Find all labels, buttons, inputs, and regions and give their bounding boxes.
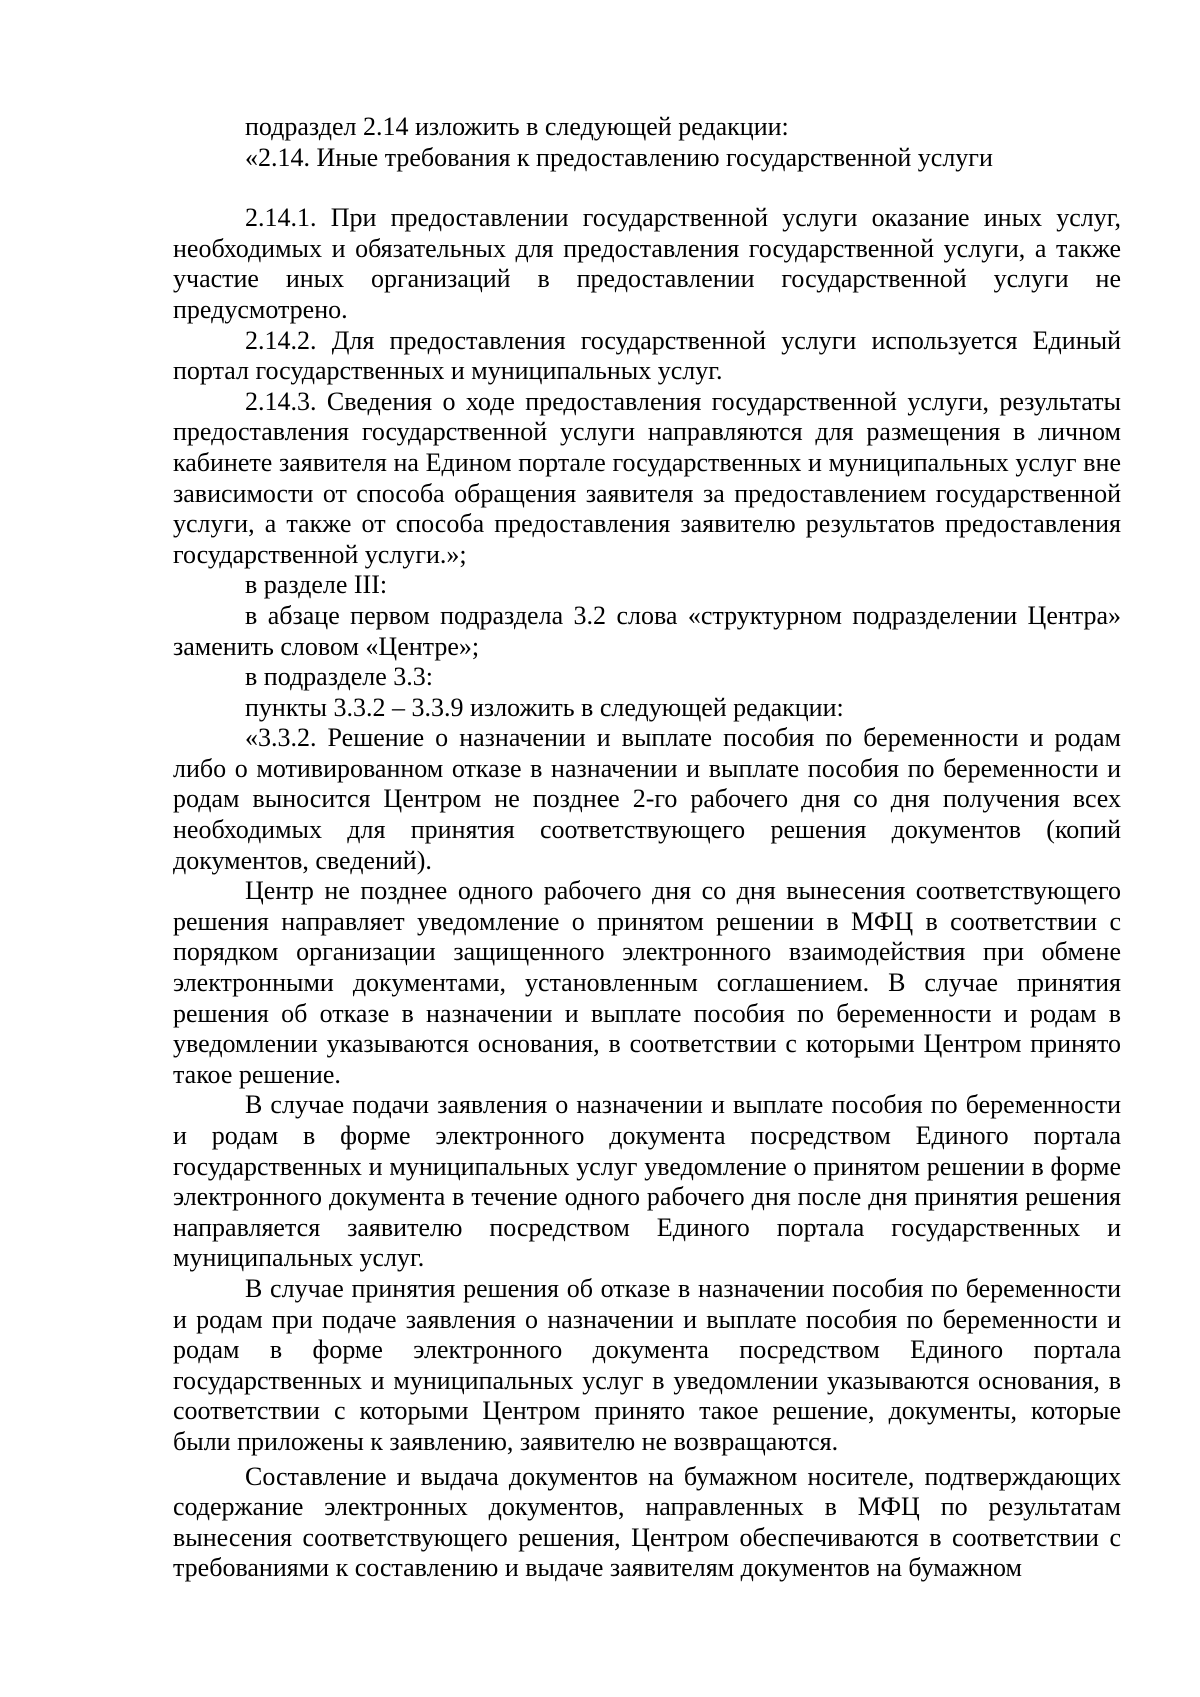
paragraph-items-3-3-2-to-3-3-9: пункты 3.3.2 – 3.3.9 изложить в следующей редакции: <box>245 692 844 722</box>
blank-line <box>173 173 1121 203</box>
paragraph-2-14-3: 2.14.3. Сведения о ходе предоставления государственной услуги, результаты предоставления государственной услуги направляются для размещения в личном кабинете заявителя на Едином портале государственных и муниципальных услуг вне зависимости от способа обращения заявителя за предоставлением государственной услуги, а также от способа предоставления заявителю результатов предоставления государственной услуги.»; <box>173 386 1121 569</box>
paragraph-center-notice: Центр не позднее одного рабочего дня со дня вынесения соответствующего решения направляет уведомление о принятом решении в МФЦ в соответствии с порядком организации защищенного электронного взаимодействия при обмене электронными документами, установленным соглашением. В случае принятия решения об отказе в назначении и выплате пособия по беременности и родам в уведомлении указываются основания, в соответствии с которыми Центром принято такое решение. <box>173 876 1121 1089</box>
paragraph-subsection-3-2: в абзаце первом подраздела 3.2 слова «структурном подразделении Центра» заменить словом «Центре»; <box>173 600 1121 661</box>
paragraph-subsection-3-3: в подразделе 3.3: <box>245 662 434 692</box>
paragraph-refusal-decision: В случае принятия решения об отказе в назначении пособия по беременности и родам при подаче заявления о назначении и выплате пособия по беременности и родам в форме электронного документа посредством Единого портала государственных и муниципальных услуг в уведомлении указываются основания, в соответствии с которыми Центром принято такое решение, документы, которые были приложены к заявлению, заявителю не возвращаются. <box>173 1273 1121 1456</box>
paragraph-paper-documents: Составление и выдача документов на бумажном носителе, подтверждающих содержание электронных документов, направленных в МФЦ по результатам вынесения соответствующего решения, Центром обеспечиваются в соответствии с требованиями к составлению и выдаче заявителям документов на бумажном <box>173 1461 1121 1583</box>
paragraph-3-3-2: «3.3.2. Решение о назначении и выплате пособия по беременности и родам либо о мотивированном отказе в назначении и выплате пособия по беременности и родам выносится Центром не позднее 2-го рабочего дня со дня получения всех необходимых для принятия соответствующего решения документов (копий документов, сведений). <box>173 723 1121 875</box>
paragraph-2-14-1: 2.14.1. При предоставлении государственной услуги оказание иных услуг, необходимых и обязательных для предоставления государственной услуги, а также участие иных организаций в предоставлении государственной услуги не предусмотрено. <box>173 203 1121 324</box>
paragraph-electronic-application: В случае подачи заявления о назначении и выплате пособия по беременности и родам в форме электронного документа посредством Единого портала государственных и муниципальных услуг уведомление о принятом решении в форме электронного документа в течение одного рабочего дня после дня принятия решения направляется заявителю посредством Единого портала государственных и муниципальных услуг. <box>173 1090 1121 1273</box>
paragraph-section-iii: в разделе III: <box>245 570 388 600</box>
document-page <box>173 112 1121 1584</box>
section-heading: «2.14. Иные требования к предоставлению государственной услуги <box>245 142 993 172</box>
paragraph-2-14-2: 2.14.2. Для предоставления государственной услуги используется Единый портал государственных и муниципальных услуг. <box>173 325 1121 386</box>
paragraph-intro: подраздел 2.14 изложить в следующей редакции: <box>245 112 789 141</box>
